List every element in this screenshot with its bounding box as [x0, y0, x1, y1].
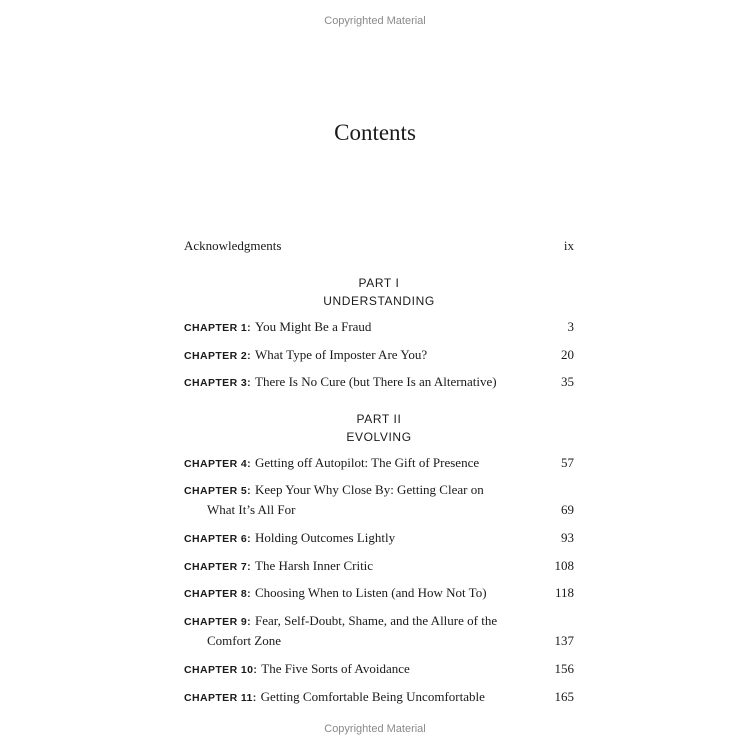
toc-page-number: 108 [554, 558, 574, 573]
chapter-prefix: CHAPTER 2: [184, 350, 252, 362]
chapter-prefix: CHAPTER 6: [184, 533, 252, 545]
chapter-title-continuation: Comfort Zone [207, 633, 282, 648]
chapter-title: Holding Outcomes Lightly [255, 530, 396, 545]
chapter-title: Keep Your Why Close By: Getting Clear on [255, 482, 484, 497]
toc-entry-chapter[interactable] [184, 613, 574, 630]
chapter-title: There Is No Cure (but There Is an Alternative) [255, 374, 497, 389]
toc-page-number: ix [563, 238, 574, 253]
toc-entry-label: Acknowledgments [184, 238, 282, 253]
toc-page-number: 165 [554, 689, 574, 704]
toc-entry-chapter[interactable] [184, 585, 574, 602]
toc-page-number: 156 [554, 661, 574, 676]
toc-page-number: 93 [561, 530, 574, 545]
chapter-title: Getting Comfortable Being Uncomfortable [260, 689, 485, 704]
toc-page-number: 69 [561, 502, 574, 517]
chapter-prefix: CHAPTER 3: [184, 377, 252, 389]
chapter-prefix: CHAPTER 5: [184, 485, 252, 497]
chapter-title: The Harsh Inner Critic [255, 558, 374, 573]
toc-entry-chapter[interactable] [184, 689, 574, 706]
chapter-prefix: CHAPTER 8: [184, 588, 252, 600]
toc-page-number: 35 [561, 374, 574, 389]
chapter-title: Fear, Self-Doubt, Shame, and the Allure of the [255, 613, 498, 628]
toc-entry-acknowledgments[interactable] [184, 238, 574, 254]
chapter-title: What Type of Imposter Are You? [255, 347, 428, 362]
chapter-prefix: CHAPTER 9: [184, 616, 252, 628]
page-title: Contents [334, 120, 416, 145]
chapter-title-continuation: What It’s All For [207, 502, 296, 517]
copyright-watermark-bottom: Copyrighted Material [324, 723, 426, 735]
part-name: EVOLVING [346, 430, 412, 444]
chapter-title: The Five Sorts of Avoidance [261, 661, 410, 676]
chapter-prefix: CHAPTER 1: [184, 322, 252, 334]
toc-page-number: 57 [561, 455, 574, 470]
toc-page-number: 118 [554, 585, 574, 600]
chapter-prefix: CHAPTER 7: [184, 561, 252, 573]
chapter-prefix: CHAPTER 4: [184, 458, 252, 470]
table-of-contents [184, 0, 574, 750]
toc-page-number: 137 [554, 633, 574, 648]
chapter-title: Choosing When to Listen (and How Not To) [255, 585, 487, 600]
toc-entry-chapter[interactable] [184, 319, 574, 336]
chapter-title: You Might Be a Fraud [255, 319, 372, 334]
toc-entry-chapter[interactable] [184, 374, 574, 391]
toc-page-number: 20 [561, 347, 574, 362]
part-label: PART I [358, 276, 400, 290]
toc-entry-chapter[interactable] [184, 347, 574, 364]
chapter-prefix: CHAPTER 10: [184, 664, 258, 676]
part-name: UNDERSTANDING [323, 294, 435, 308]
toc-entry-chapter[interactable] [184, 558, 574, 575]
chapter-title: Getting off Autopilot: The Gift of Presence [255, 455, 480, 470]
toc-entry-chapter[interactable] [184, 661, 574, 678]
toc-entry-chapter[interactable] [184, 530, 574, 547]
toc-entry-chapter[interactable] [184, 455, 574, 472]
copyright-watermark-top: Copyrighted Material [324, 15, 426, 27]
toc-page-number: 3 [567, 319, 574, 334]
part-label: PART II [356, 412, 402, 426]
toc-entry-chapter[interactable] [184, 482, 574, 499]
chapter-prefix: CHAPTER 11: [184, 692, 257, 704]
